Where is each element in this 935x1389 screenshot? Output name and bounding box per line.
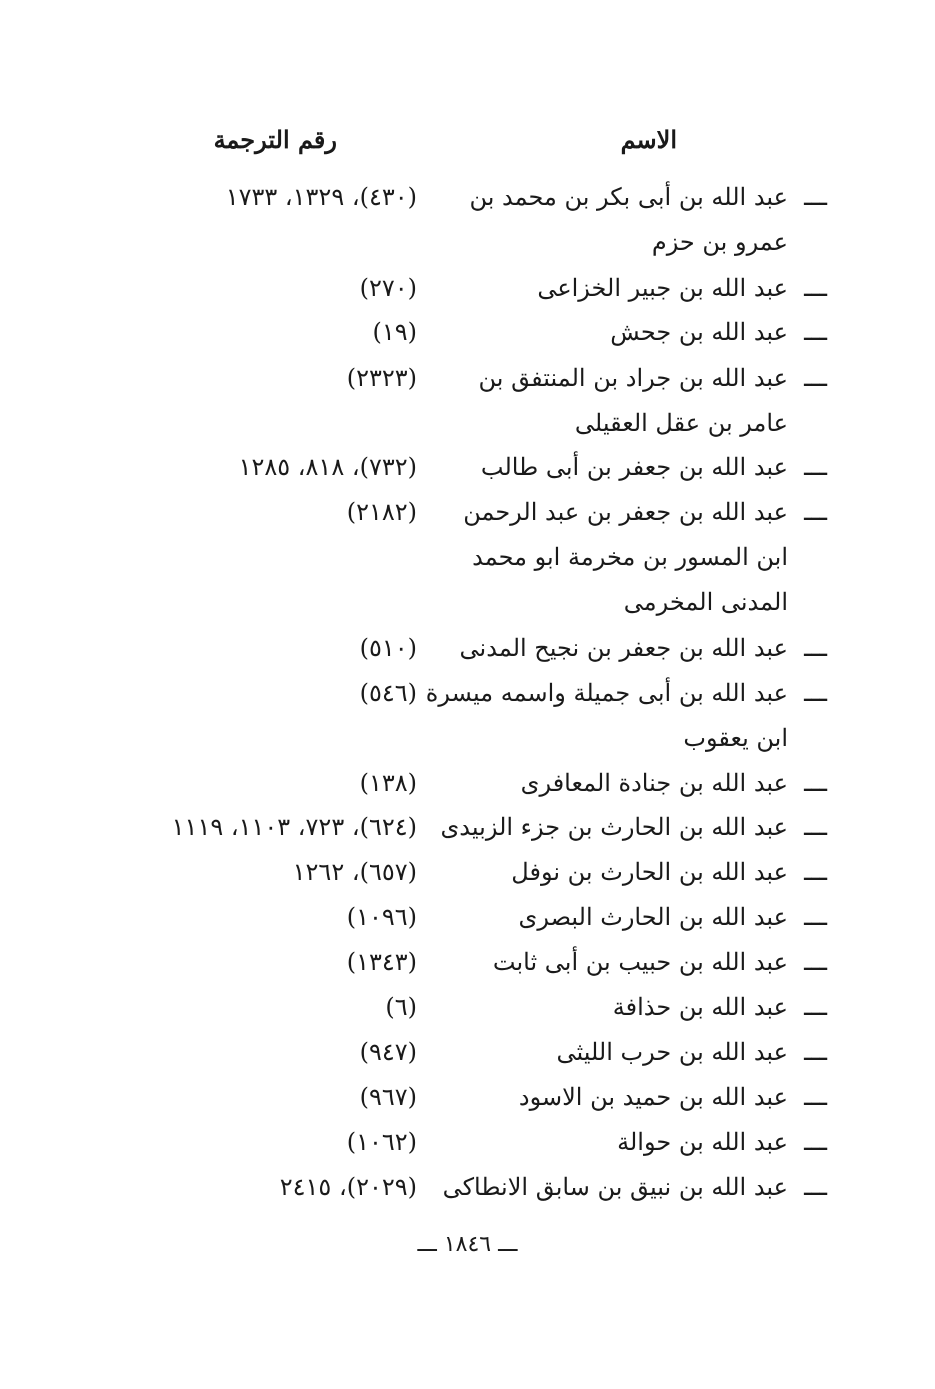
entry-numbers: (١٣٤٣) [346,948,417,976]
entry-name: عبد الله بن جبير الخزاعى [537,274,788,302]
entry-numbers: (٦) [385,993,417,1021]
page-number: ـــ ١٨٤٦ ـــ [417,1232,518,1257]
entry-name: عبد الله بن حرب الليثى [556,1038,788,1066]
entry-name: عبد الله بن الحارث بن جزء الزبيدى [440,813,788,841]
entry-dash: ـــ [804,1127,827,1157]
entry-row [0,897,935,937]
entry-row [0,807,935,847]
entry-name: عبد الله بن حذافة [612,993,788,1021]
entry-name: ابن المسور بن مخرمة ابو محمد [472,543,788,571]
entry-row [0,268,935,308]
entry-name: عبد الله بن أبى جميلة واسمه ميسرة [425,679,788,707]
entry-row [0,628,935,668]
entry-row [0,1167,935,1207]
entry-numbers: (٢٣٢٣) [346,364,417,392]
entry-row [0,987,935,1027]
entry-dash: ـــ [804,768,827,798]
entry-dash: ـــ [804,812,827,842]
entry-name: عبد الله بن حميد بن الاسود [518,1083,788,1111]
entry-row [0,1032,935,1072]
entry-numbers: (١٩) [372,318,417,346]
entry-numbers: (٤٣٠)، ١٣٢٩، ١٧٣٣ [225,183,417,211]
entry-row [0,222,935,262]
entry-row [0,537,935,577]
entry-dash: ـــ [804,1172,827,1202]
entry-dash: ـــ [804,452,827,482]
entry-name: المدنى المخرمى [623,588,788,616]
entry-numbers: (٥٤٦) [359,679,417,707]
entry-numbers: (٢١٨٢) [346,498,417,526]
entry-name: عبد الله بن جعفر بن أبى طالب [480,453,788,481]
entry-row [0,312,935,352]
entry-dash: ـــ [804,947,827,977]
entry-name: عبد الله بن أبى بكر بن محمد بن [469,183,788,211]
entry-row [0,763,935,803]
entry-name: عمرو بن حزم [651,228,788,256]
entry-name: عبد الله بن حبيب بن أبى ثابت [492,948,788,976]
entry-name: عبد الله بن جراد بن المنتفق بن [478,364,788,392]
entry-dash: ـــ [804,857,827,887]
name-column-header: الاسم [620,125,677,154]
entry-dash: ـــ [804,992,827,1022]
entry-numbers: (٢٧٠) [359,274,417,302]
entry-name: عبد الله بن جعفر بن نجيح المدنى [459,634,788,662]
entry-numbers: (٩٤٧) [359,1038,417,1066]
entry-name: ابن يعقوب [683,724,788,752]
entry-name: عبد الله بن جنادة المعافرى [520,769,788,797]
entry-dash: ـــ [804,273,827,303]
entry-numbers: (٥١٠) [359,634,417,662]
entry-dash: ـــ [804,497,827,527]
entry-numbers: (١٠٦٢) [346,1128,417,1156]
entry-numbers: (٩٦٧) [359,1083,417,1111]
entry-row [0,177,935,217]
entry-name: عبد الله بن جحش [610,318,788,346]
entry-dash: ـــ [804,363,827,393]
entry-row [0,447,935,487]
entry-numbers: (٢٠٢٩)، ٢٤١٥ [279,1173,417,1201]
entry-dash: ـــ [804,1037,827,1067]
entry-row [0,1077,935,1117]
entry-row [0,942,935,982]
entry-row [0,492,935,532]
entry-numbers: (٦٢٤)، ٧٢٣، ١١٠٣، ١١١٩ [171,813,417,841]
entry-row [0,582,935,622]
entry-dash: ـــ [804,678,827,708]
entry-name: عبد الله بن حوالة [617,1128,788,1156]
number-column-header: رقم الترجمة [213,125,337,154]
entry-dash: ـــ [804,182,827,212]
entry-row [0,673,935,713]
entry-row [0,1122,935,1162]
entry-dash: ـــ [804,1082,827,1112]
entry-row [0,852,935,892]
entry-name: عبد الله بن جعفر بن عبد الرحمن [463,498,788,526]
entry-name: عبد الله بن الحارث بن نوفل [511,858,788,886]
entry-numbers: (١٣٨) [359,769,417,797]
entry-row [0,358,935,398]
entry-numbers: (٦٥٧)، ١٢٦٢ [292,858,417,886]
entry-numbers: (١٠٩٦) [346,903,417,931]
entry-dash: ـــ [804,317,827,347]
entry-row [0,718,935,758]
entry-dash: ـــ [804,902,827,932]
entry-numbers: (٧٣٢)، ٨١٨، ١٢٨٥ [238,453,417,481]
entry-name: عبد الله بن نبيق بن سابق الانطاكى [442,1173,788,1201]
entry-name: عبد الله بن الحارث البصرى [518,903,788,931]
entry-row [0,403,935,443]
entry-name: عامر بن عقل العقيلى [574,409,788,437]
entry-dash: ـــ [804,633,827,663]
